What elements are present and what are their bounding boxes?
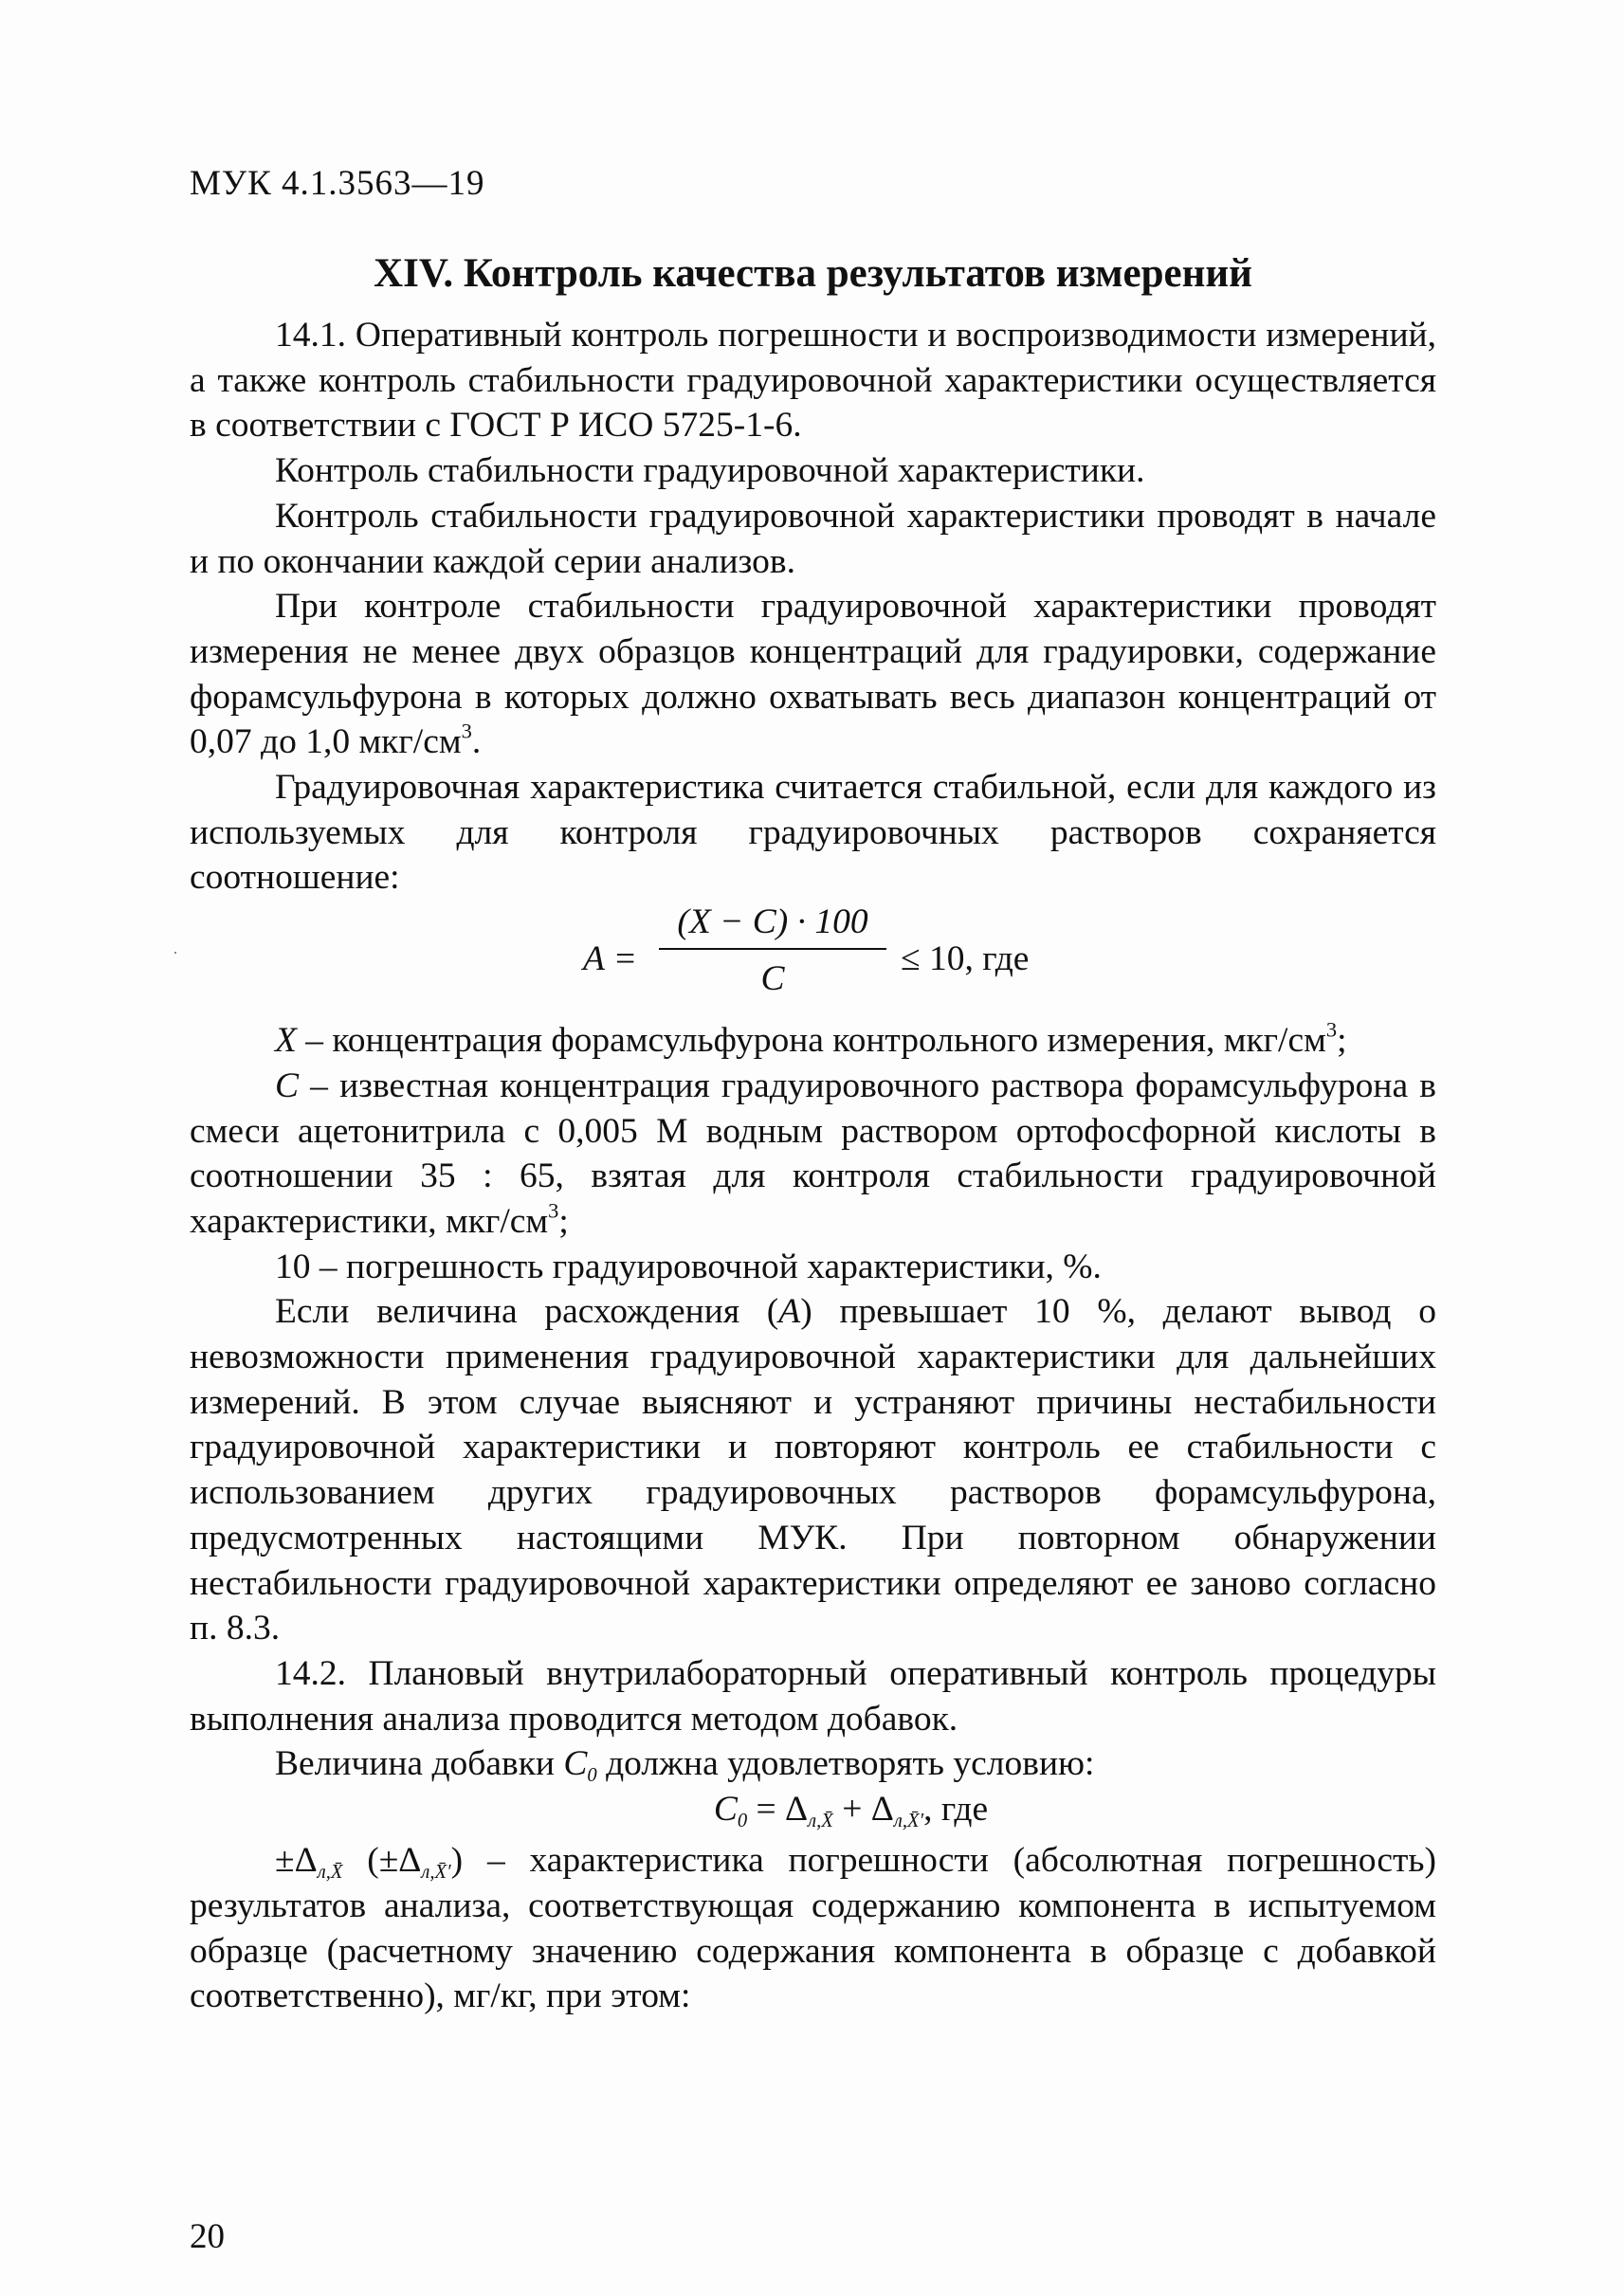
subscript: 0 bbox=[737, 1811, 748, 1832]
paragraph-end: . bbox=[471, 722, 482, 762]
page-number: 20 bbox=[190, 2217, 225, 2256]
paragraph-error-characteristic bbox=[190, 1838, 1436, 2019]
superscript: 3 bbox=[1325, 1017, 1338, 1042]
formula-eq-delta: = Δ bbox=[747, 1790, 809, 1830]
subscript: л,X̄ bbox=[317, 1862, 343, 1884]
paragraph-text: При контроле стабильности градуировочной характеристики проводят измерения не менее двух образцов концентраций для градуировки, содержание форамсульфурона в которых должно охватывать весь диапазон концентраций от 0,07 до 1,0 мкг/см bbox=[190, 587, 1436, 762]
definition-x bbox=[190, 1018, 1436, 1064]
definition-ten: 10 – погрешность градуировочной характеристики, %. bbox=[275, 1247, 1102, 1286]
formula-numerator: (X − C) · 100 bbox=[677, 902, 868, 942]
formula-deviation bbox=[190, 901, 1436, 1018]
definition-end: ; bbox=[1337, 1021, 1347, 1061]
definition-x-text: – концентрация форамсульфурона контрольного измерения, мкг/см bbox=[296, 1021, 1326, 1061]
superscript: 3 bbox=[548, 1198, 559, 1223]
scan-speck bbox=[174, 952, 176, 954]
paragraph-stability-condition: Градуировочная характеристика считается стабильной, если для каждого из используемых для контроля градуировочных растворов сохраняется соотношение: bbox=[190, 768, 1436, 898]
paragraph-text: ) – характеристика погрешности (абсолютная погрешность) результатов анализа, соответствующая содержанию компонента в испытуемом образце (расчетному значению содержания компонента в образце с добавкой соответственно), мг/кг, при этом: bbox=[190, 1841, 1436, 2016]
formula-rhs: ≤ 10, где bbox=[901, 939, 1030, 979]
formula-c0: C bbox=[713, 1790, 738, 1830]
section-title: XIV. Контроль качества результатов измерений bbox=[374, 251, 1252, 296]
paragraph-14-1: 14.1. Оперативный контроль погрешности и воспроизводимости измерений, а также контроль стабильности градуировочной характеристики осуществляется в соответствии с ГОСТ Р ИСО 5725-1-6. bbox=[190, 316, 1436, 446]
document-code: МУК 4.1.3563—19 bbox=[190, 164, 485, 203]
paragraph-text: ) превышает 10 %, делают вывод о невозможности применения градуировочной характеристики для дальнейших измерений. В этом случае выясняют и устраняют причины нестабильности градуировочной характеристики и повторяют контроль ее стабильности с использованием других градуировочных растворов форамсульфурона, предусмотренных настоящими МУК. При повторном обнаружении нестабильности градуировочной характеристики определяют ее заново согласно п. 8.3. bbox=[190, 1292, 1437, 1648]
symbol-x: X bbox=[275, 1021, 297, 1061]
symbol-c0: C bbox=[563, 1744, 588, 1784]
formula-fraction bbox=[659, 901, 886, 1001]
paragraph-text: Если величина расхождения ( bbox=[275, 1292, 779, 1332]
definition-c bbox=[190, 1064, 1436, 1245]
definition-c-text: – известная концентрация градуировочного раствора форамсульфурона в смеси ацетонитрила с 0,005 М водным раствором ортофосфорной кислоты в соотношении 35 : 65, взятая для контроля стабильности градуировочной характеристики, мкг/см bbox=[190, 1066, 1436, 1241]
paragraph-deviation-exceeds bbox=[190, 1289, 1436, 1651]
formula-tail: , где bbox=[923, 1790, 989, 1830]
delta-symbol: (±Δ bbox=[342, 1841, 422, 1881]
formula-additive bbox=[190, 1787, 1436, 1838]
subscript: л,X̄′ bbox=[893, 1811, 924, 1832]
superscript: 3 bbox=[461, 719, 472, 743]
symbol-a: А bbox=[778, 1292, 801, 1332]
paragraph-control-timing: Контроль стабильности градуировочной характеристики проводят в начале и по окончании каждой серии анализов. bbox=[190, 496, 1436, 581]
paragraph-text: должна удовлетворять условию: bbox=[596, 1744, 1095, 1784]
document-body bbox=[190, 313, 1436, 2019]
definition-end: ; bbox=[558, 1201, 569, 1241]
paragraph-text: Величина добавки bbox=[275, 1744, 564, 1784]
paragraph-heading-control: Контроль стабильности градуировочной характеристики. bbox=[275, 451, 1145, 491]
formula-lhs: A = bbox=[583, 939, 637, 979]
delta-symbol: ±Δ bbox=[275, 1841, 318, 1881]
paragraph-additive-condition bbox=[190, 1741, 1436, 1787]
symbol-c: C bbox=[275, 1066, 300, 1105]
formula-denominator: C bbox=[760, 959, 785, 999]
subscript: 0 bbox=[587, 1765, 597, 1787]
subscript: л,X̄ bbox=[808, 1811, 833, 1832]
paragraph-14-2: 14.2. Плановый внутрилабораторный оперативный контроль процедуры выполнения анализа проводится методом добавок. bbox=[190, 1653, 1436, 1739]
subscript: л,X̄′ bbox=[421, 1862, 451, 1884]
paragraph-control-samples bbox=[190, 584, 1436, 765]
formula-plus-delta: + Δ bbox=[832, 1790, 894, 1830]
fraction-bar bbox=[659, 948, 886, 950]
